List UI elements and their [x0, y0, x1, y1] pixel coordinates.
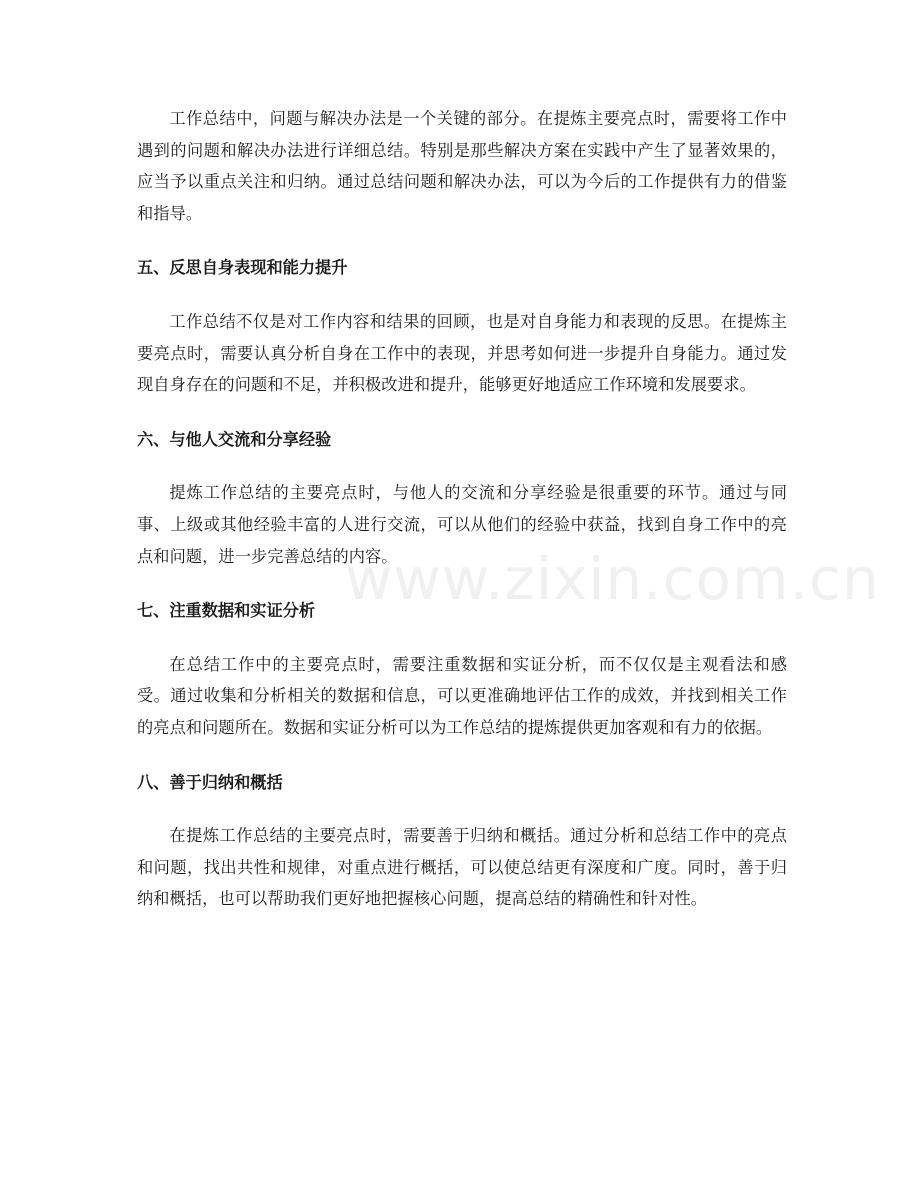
section-heading-5: 五、反思自身表现和能力提升	[137, 258, 348, 278]
section-paragraph-6: 提炼工作总结的主要亮点时，与他人的交流和分享经验是很重要的环节。通过与同事、上级或其他经验丰富的人进行交流，可以从他们的经验中获益，找到自身工作中的亮点和问题，进一步完善总结的内容。	[137, 483, 787, 566]
intro-paragraph: 工作总结中，问题与解决办法是一个关键的部分。在提炼主要亮点时，需要将工作中遇到的问题和解决办法进行详细总结。特别是那些解决方案在实践中产生了显著效果的，应当予以重点关注和归纳。通过总结问题和解决办法，可以为今后的工作提供有力的借鉴和指导。	[137, 109, 787, 223]
section-paragraph-5: 工作总结不仅是对工作内容和结果的回顾，也是对自身能力和表现的反思。在提炼主要亮点时，需要认真分析自身在工作中的表现，并思考如何进一步提升自身能力。通过发现自身存在的问题和不足，并积极改进和提升，能够更好地适应工作环境和发展要求。	[137, 311, 787, 395]
document-body	[137, 103, 787, 915]
section-paragraph-8: 在提炼工作总结的主要亮点时，需要善于归纳和概括。通过分析和总结工作中的亮点和问题，找出共性和规律，对重点进行概括，可以使总结更有深度和广度。同时，善于归纳和概括，也可以帮助我们更好地把握核心问题，提高总结的精确性和针对性。	[137, 826, 787, 909]
section-heading-6: 六、与他人交流和分享经验	[137, 429, 332, 449]
watermark: www.zixin.com.cn	[345, 545, 880, 613]
section-heading-8: 八、善于归纳和概括	[137, 772, 283, 792]
section-heading-7: 七、注重数据和实证分析	[137, 601, 316, 621]
section-paragraph-7: 在总结工作中的主要亮点时，需要注重数据和实证分析，而不仅仅是主观看法和感受。通过收集和分析相关的数据和信息，可以更准确地评估工作的成效，并找到相关工作的亮点和问题所在。数据和实证分析可以为工作总结的提炼提供更加客观和有力的依据。	[137, 654, 787, 737]
